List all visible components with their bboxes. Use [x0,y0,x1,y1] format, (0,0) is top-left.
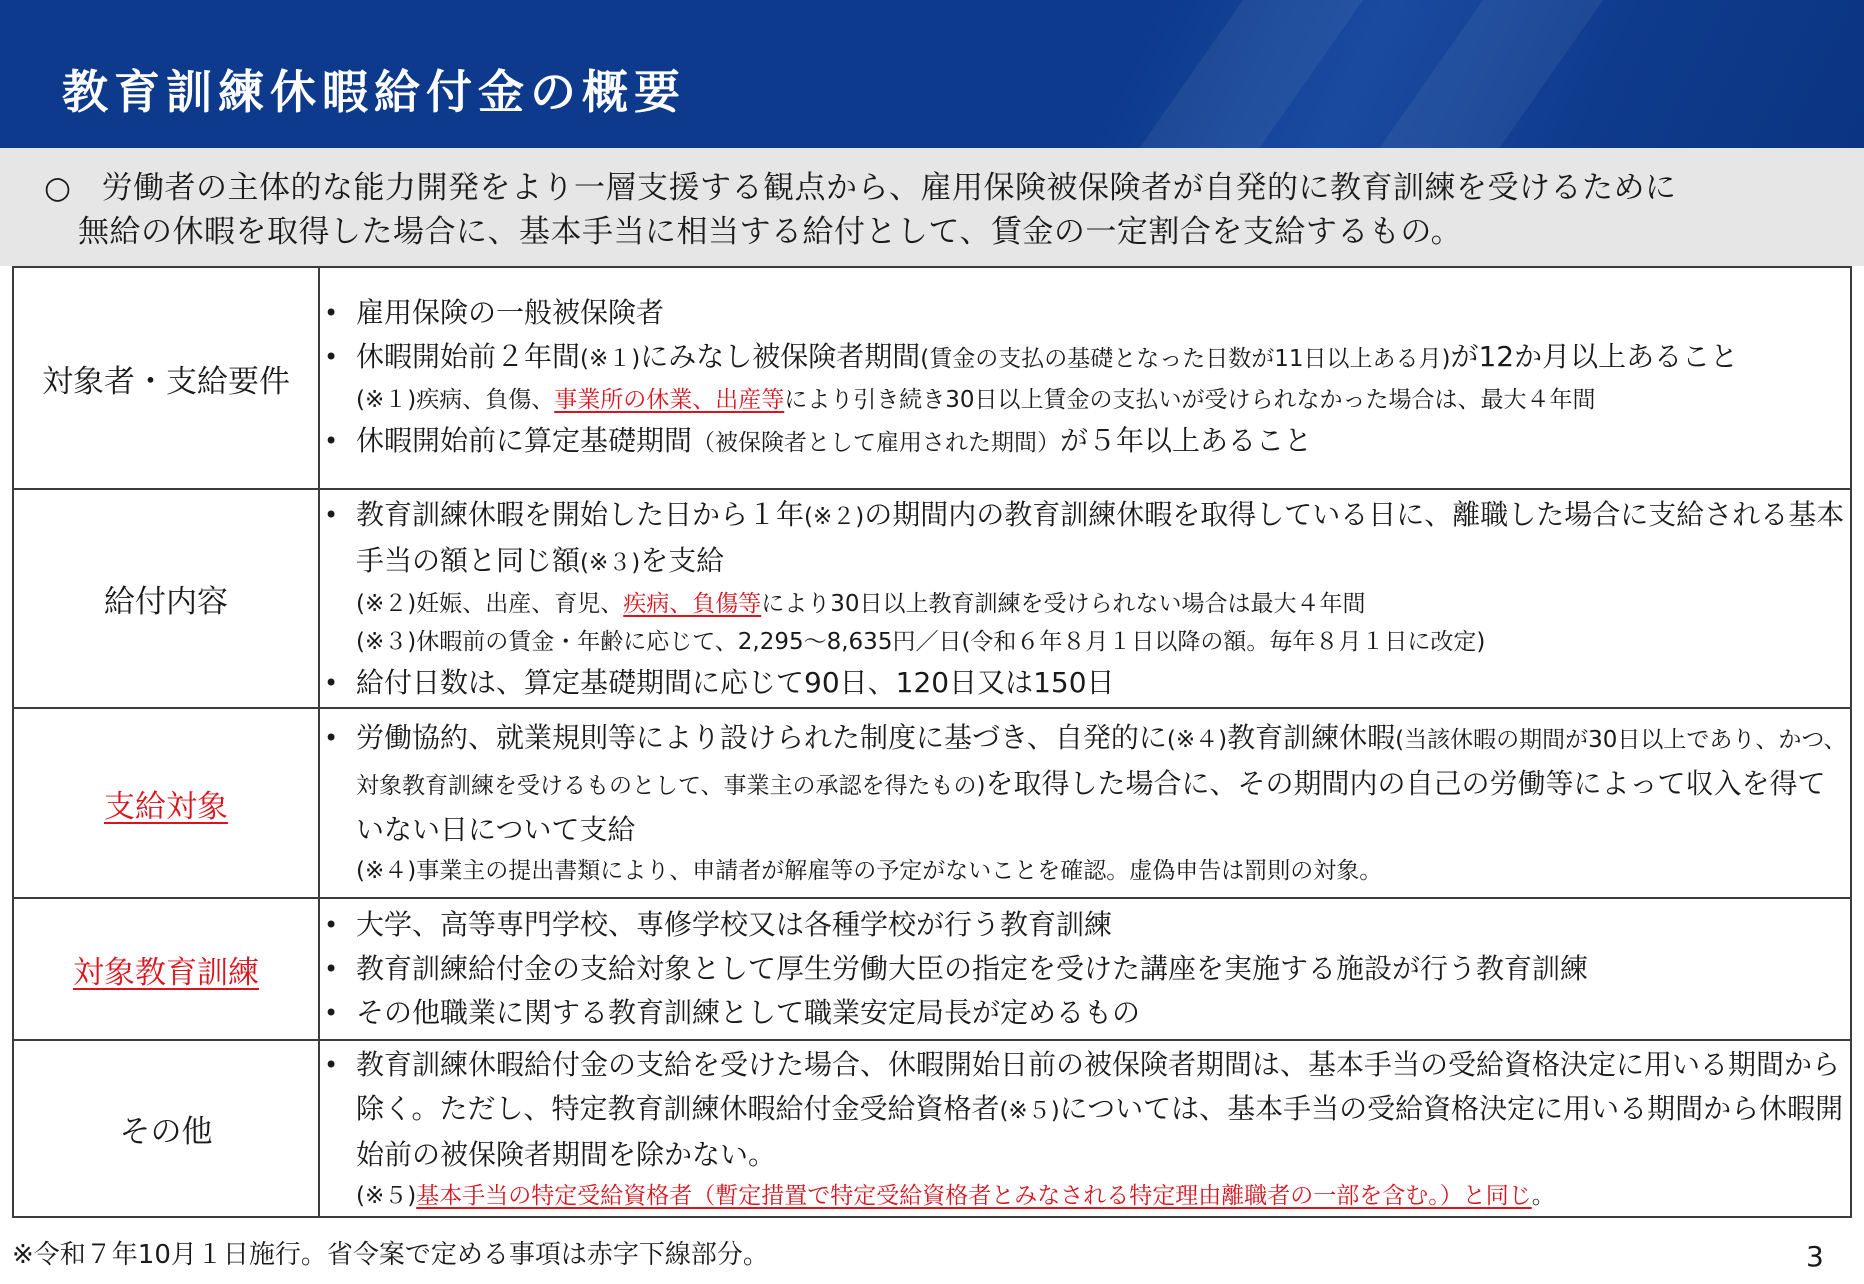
list-item: • 給付日数は、算定基礎期間に応じて90日、120日又は150日 [320,661,1850,705]
row-content-other [319,1040,1851,1217]
amended-text: 基本手当の特定受給資格者（暫定措置で特定受給資格者とみなされる特定理由離職者の一部を含む。）と同じ [416,1182,1532,1209]
page-title: 教育訓練休暇給付金の概要 [62,65,686,119]
footnote-5: (※５)基本手当の特定受給資格者（暫定措置で特定受給資格者とみなされる特定理由離職者の一部を含む。）と同じ。 [356,1182,1555,1209]
footnote-3: (※３)休暇前の賃金・年齢に応じて、2,295～8,635円／日(令和６年８月１日以降の額。毎年８月１日に改定) [356,628,1486,655]
list-item: • 教育訓練給付金の支給対象として厚生労働大臣の指定を受けた講座を実施する施設が行う教育訓練 [320,947,1850,991]
list-item: • 大学、高等専門学校、専修学校又は各種学校が行う教育訓練 [320,903,1850,947]
row-content-target [319,708,1851,898]
table-row [13,1040,1851,1217]
circle-bullet-icon: ○ [44,170,72,206]
intro-line-1: ○ 労働者の主体的な能力開発をより一層支援する観点から、雇用保険被保険者が自発的に教育訓練を受けるために [44,170,1677,206]
list-item: • 教育訓練休暇給付金の支給を受けた場合、休暇開始日前の被保険者期間は、基本手当の受給資格決定に用いる期間から除く。ただし、特定教育訓練休暇給付金受給資格者(※５)については、基本手当の受給資格決定に用いる期間から休暇開始前の被保険者期間を除かない。 [320,1043,1850,1177]
row-label-eligibility: 対象者・支給要件 [13,267,319,489]
amended-text: 対象教育訓練 [73,954,259,991]
row-content-eligibility [319,267,1851,489]
amended-text: 支給対象 [104,788,228,825]
row-content-benefit [319,489,1851,708]
row-label-other: その他 [13,1040,319,1217]
amended-text: 事業所の休業、出産等 [554,387,785,413]
list-item: • その他職業に関する教育訓練として職業安定局長が定めるもの [320,991,1850,1035]
table-row [13,708,1851,898]
list-item: • 労働協約、就業規則等により設けられた制度に基づき、自発的に(※４)教育訓練休暇(当該休暇の期間が30日以上であり、かつ、対象教育訓練を受けるものとして、事業主の承認を得たもの)を取得した場合に、その期間内の自己の労働等によって収入を得ていない日について支給 [320,716,1850,852]
list-item: • 教育訓練休暇を開始した日から１年(※２)の期間内の教育訓練休暇を取得している日に、離職した場合に支給される基本手当の額と同じ額(※３)を支給 [320,493,1850,585]
footer-note: ※令和７年10月１日施行。省令案で定める事項は赤字下線部分。 [12,1240,769,1270]
summary-table [12,266,1852,1218]
title-banner [0,0,1864,148]
footnote-2: (※２)妊娠、出産、育児、疾病、負傷等により30日以上教育訓練を受けられない場合は最大４年間 [356,590,1366,617]
amended-text: 疾病、負傷等 [623,590,762,617]
row-content-training [319,898,1851,1040]
footnote-4: (※４)事業主の提出書類により、申請者が解雇等の予定がないことを確認。虚偽申告は罰則の対象。 [356,858,1383,884]
row-label-benefit: 給付内容 [13,489,319,708]
banner-decoration [1089,0,1391,148]
row-label-training [13,898,319,1040]
table-row [13,267,1851,489]
row-label-target [13,708,319,898]
footnote-1: (※１)疾病、負傷、事業所の休業、出産等により引き続き30日以上賃金の支払いが受けられなかった場合は、最大４年間 [356,387,1596,413]
list-item: • 休暇開始前に算定基礎期間（被保険者として雇用された期間）が５年以上あること [320,419,1850,465]
intro-box [0,148,1864,266]
page-number: 3 [1806,1240,1824,1273]
table-row [13,489,1851,708]
list-item: • 雇用保険の一般被保険者 [320,291,1850,335]
intro-line-2: 無給の休暇を取得した場合に、基本手当に相当する給付として、賃金の一定割合を支給するもの。 [78,214,1463,250]
list-item: • 休暇開始前２年間(※１)にみなし被保険者期間(賃金の支払の基礎となった日数が11日以上ある月)が12か月以上あること [320,335,1850,381]
banner-decoration [1329,0,1631,148]
table-row [13,898,1851,1040]
